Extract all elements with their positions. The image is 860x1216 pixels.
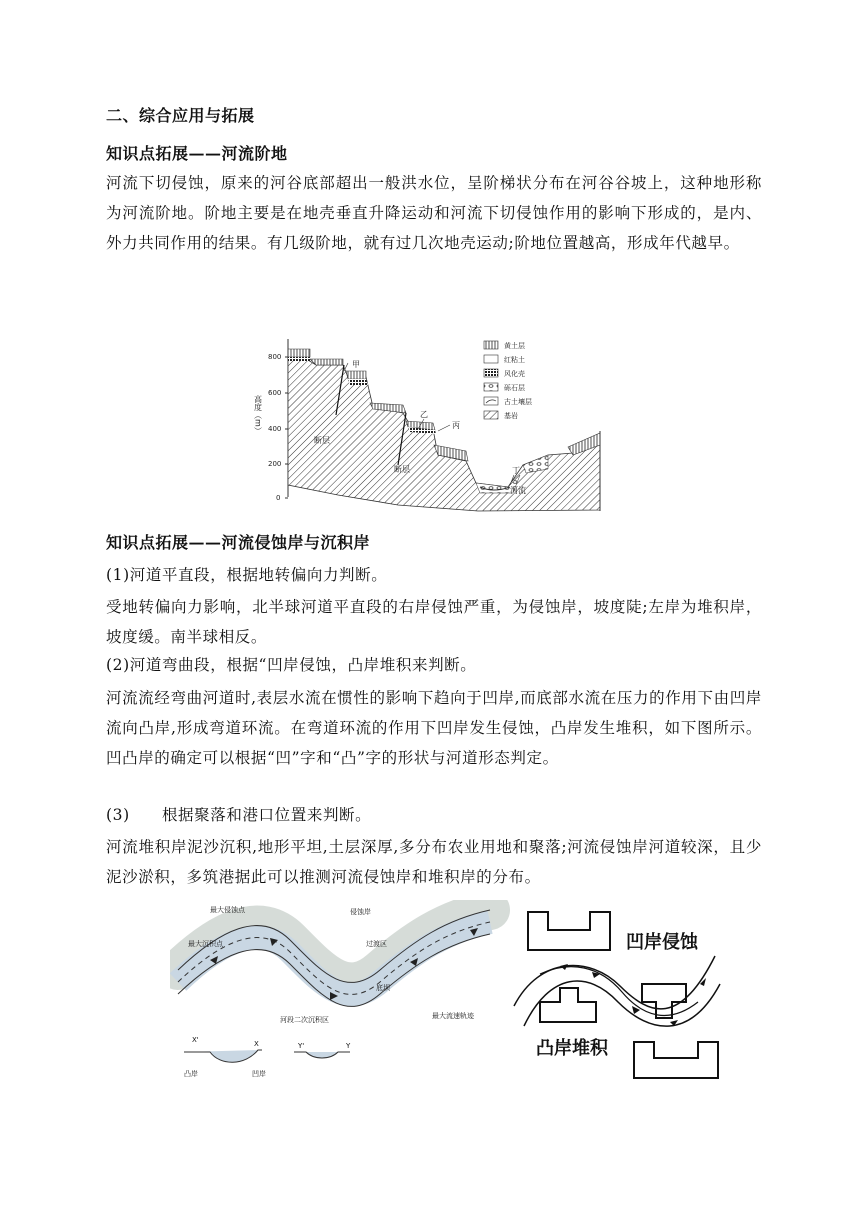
label-x: X [254,1040,259,1048]
label-jia: 甲 [352,360,360,369]
label-transition: 过渡区 [366,940,387,948]
label-concave: 凹岸 [252,1070,266,1078]
label-river: 河流 [510,486,526,495]
topic2-heading: 知识点拓展——河流侵蚀岸与沉积岸 [106,533,371,552]
y-tick-600: 600 [268,389,282,397]
label-fault1: 断层 [314,436,330,445]
y-axis-label: 高度（m） [253,395,263,435]
label-erosion-bank: 侵蚀岸 [350,908,371,916]
label-max-deposit: 最大沉积点 [188,940,223,948]
concave-convex-figure [510,906,725,1082]
y-tick-200: 200 [268,460,282,468]
legend-red-clay: 红粘土 [504,356,525,364]
legend-weathered: 风化壳 [504,370,525,378]
y-tick-800: 800 [268,353,282,361]
legend-paleosol: 古土壤层 [504,398,532,406]
item3-title: (3) 根据聚落和港口位置来判断。 [106,806,372,824]
label-yi: 乙 [420,410,428,419]
label-fault2: 断层 [394,465,410,474]
y-tick-0: 0 [276,494,281,502]
item2-title: (2)河道弯曲段，根据“凹岸侵蚀，凸岸堆积来判断。 [106,656,477,674]
legend-bedrock: 基岩 [504,412,518,420]
label-max-erosion: 最大侵蚀点 [210,906,245,914]
label-y: Y [346,1042,351,1050]
legend-gravel: 砾石层 [504,384,525,392]
label-bing: 丙 [452,421,460,430]
meander-figure [170,900,510,1080]
concave-erosion-label: 凹岸侵蚀 [626,932,698,953]
item1-title: (1)河道平直段，根据地转偏向力判断。 [106,566,388,584]
label-yp: Y' [298,1042,305,1050]
label-thalweg: 最大流速轨迹 [432,1012,474,1020]
legend-loess: 黄土层 [504,342,525,350]
topic1-heading: 知识点拓展——河流阶地 [106,144,288,163]
river-terrace-figure [248,335,610,515]
label-secondary: 河段二次沉积区 [280,1016,329,1024]
convex-deposit-label: 凸岸堆积 [536,1038,608,1059]
label-bar: 底坝 [376,984,390,992]
item3-body: 河流堆积岸泥沙沉积,地形平坦,土层深厚,多分布农业用地和聚落;河流侵蚀岸河道较深，且少泥沙淤积，多筑港据此可以推测河流侵蚀岸和堆积岸的分布。 [106,838,762,886]
label-convex: 凸岸 [184,1070,198,1078]
item1-body: 受地转偏向力影响，北半球河道平直段的右岸侵蚀严重，为侵蚀岸，坡度陡;左岸为堆积岸，坡度缓。南半球相反。 [106,598,762,646]
section-title: 二、综合应用与拓展 [106,106,255,125]
topic1-paragraph: 河流下切侵蚀，原来的河谷底部超出一般洪水位，呈阶梯状分布在河谷谷坡上，这种地形称为河流阶地。阶地主要是在地壳垂直升降运动和河流下切侵蚀作用的影响下形成的，是内、外力共同作用的结果。有几级阶地，就有过几次地壳运动;阶地位置越高，形成年代越早。 [106,174,762,252]
item2-body: 河流流经弯曲河道时,表层水流在惯性的影响下趋向于凹岸,而底部水流在压力的作用下由凹岸流向凸岸,形成弯道环流。在弯道环流的作用下凹岸发生侵蚀，凸岸发生堆积，如下图所示。凹凸岸的确定可以根据“凹”字和“凸”字的形状与河道形态判定。 [106,689,762,767]
label-ding: 丁 [512,466,520,475]
y-tick-400: 400 [268,425,282,433]
label-xp: X' [192,1036,199,1044]
